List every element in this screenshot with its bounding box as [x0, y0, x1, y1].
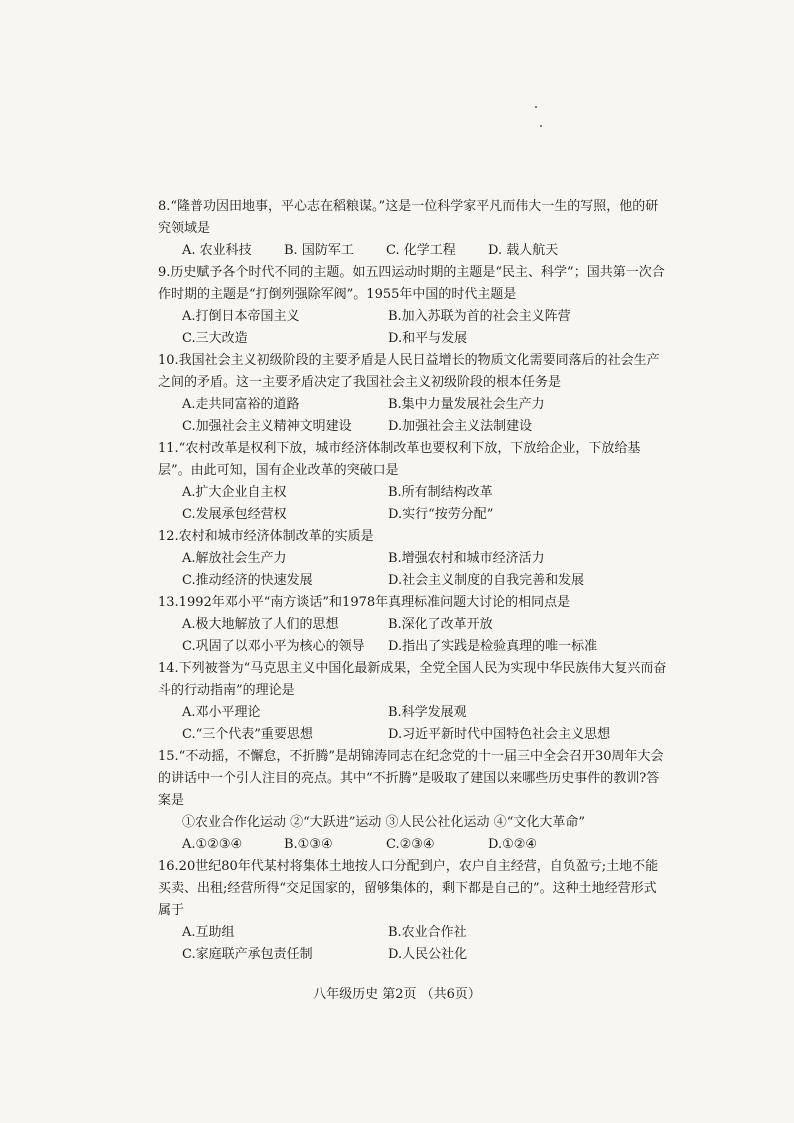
option-d: D.指出了实践是检验真理的唯一标准 [388, 639, 598, 654]
option-c: C.“三个代表”重要思想 [182, 727, 313, 742]
option-d: D. 载人航天 [488, 243, 559, 258]
option-a: A.走共同富裕的道路 [182, 397, 300, 412]
question-10-options [158, 394, 668, 438]
option-c: C.三大改造 [182, 331, 248, 346]
question-13-options [158, 614, 668, 658]
option-d: D.加强社会主义法制建设 [388, 419, 533, 434]
option-b: B.加入苏联为首的社会主义阵营 [388, 309, 571, 324]
option-c: C.发展承包经营权 [182, 507, 287, 522]
question-15-options [158, 834, 668, 856]
option-d: D.人民公社化 [388, 947, 468, 962]
question-13-stem: 13.1992年邓小平“南方谈话”和1978年真理标准问题大讨论的相同点是 [158, 595, 571, 610]
option-c: C.巩固了以邓小平为核心的领导 [182, 639, 365, 654]
question-14-stem: 14.下列被誉为“马克思主义中国化最新成果，全党全国人民为实现中华民族伟大复兴而奋斗的行动指南”的理论是 [158, 661, 667, 698]
option-d: D.习近平新时代中国特色社会主义思想 [388, 727, 611, 742]
question-11-options [158, 482, 668, 526]
option-c: C.推动经济的快速发展 [182, 573, 313, 588]
option-a: A.扩大企业自主权 [182, 485, 287, 500]
option-b: B.集中力量发展社会生产力 [388, 397, 545, 412]
question-9-stem: 9.历史赋予各个时代不同的主题。如五四运动时期的主题是“民主、科学”；国共第一次合作时期的主题是“打倒列强除军阀”。1955年中国的时代主题是 [158, 265, 665, 302]
question-8-options [158, 240, 668, 262]
option-c: C.加强社会主义精神文明建设 [182, 419, 352, 434]
question-10-stem: 10.我国社会主义初级阶段的主要矛盾是人民日益增长的物质文化需要同落后的社会生产之间的矛盾。这一主要矛盾决定了我国社会主义初级阶段的根本任务是 [158, 353, 660, 390]
option-b: B.深化了改革开放 [388, 617, 493, 632]
question-14-options [158, 702, 668, 746]
question-8-stem: 8.“隆普功因田地事，平心志在稻粮谋。”这是一位科学家平凡而伟大一生的写照，他的研究领域是 [158, 199, 659, 236]
option-d: D.①②④ [488, 837, 538, 852]
question-11-stem: 11.“农村改革是权利下放，城市经济体制改革也要权利下放，下放给企业，下放给基层”。由此可知，国有企业改革的突破口是 [158, 441, 641, 478]
question-12-stem: 12.农村和城市经济体制改革的实质是 [158, 529, 374, 544]
option-d: D.实行“按劳分配” [388, 507, 494, 522]
question-16-stem: 16.20世纪80年代某村将集体土地按人口分配到户，农户自主经营，自负盈亏;土地不能买卖、出租;经营所得“交足国家的，留够集体的，剩下都是自己的”。这种土地经营形式属于 [158, 859, 659, 918]
question-15-stem: 15.“不动摇，不懈怠，不折腾”是胡锦涛同志在纪念党的十一届三中全会召开30周年大会的讲话中一个引人注目的亮点。其中“不折腾”是吸取了建国以来哪些历史事件的教训?答案是 [158, 749, 664, 808]
option-a: A. 农业科技 [182, 243, 252, 258]
option-a: A.①②③④ [182, 837, 243, 852]
option-b: B.①③④ [284, 837, 333, 852]
scan-speck [540, 125, 542, 127]
scan-speck [535, 106, 537, 108]
option-c: C. 化学工程 [386, 243, 456, 258]
question-16-options [158, 922, 668, 966]
option-b: B. 国防军工 [284, 243, 354, 258]
option-b: B.农业合作社 [388, 925, 467, 940]
question-9-options [158, 306, 668, 350]
question-12-options [158, 548, 668, 592]
option-b: B.所有制结构改革 [388, 485, 493, 500]
option-a: A.极大地解放了人们的思想 [182, 617, 339, 632]
page-footer: 八年级历史 第2页 （共6页） [313, 987, 481, 1002]
option-a: A.打倒日本帝国主义 [182, 309, 300, 324]
option-d: D.和平与发展 [388, 331, 468, 346]
option-d: D.社会主义制度的自我完善和发展 [388, 573, 585, 588]
question-list [158, 196, 668, 966]
option-a: A.互助组 [182, 925, 235, 940]
question-15-items: ①农业合作化运动 ②“大跃进”运动 ③人民公社化运动 ④“文化大革命” [182, 815, 585, 830]
option-c: C.家庭联产承包责任制 [182, 947, 313, 962]
option-a: A.邓小平理论 [182, 705, 261, 720]
option-b: B.增强农村和城市经济活力 [388, 551, 545, 566]
option-b: B.科学发展观 [388, 705, 467, 720]
option-a: A.解放社会生产力 [182, 551, 287, 566]
option-c: C.②③④ [386, 837, 435, 852]
